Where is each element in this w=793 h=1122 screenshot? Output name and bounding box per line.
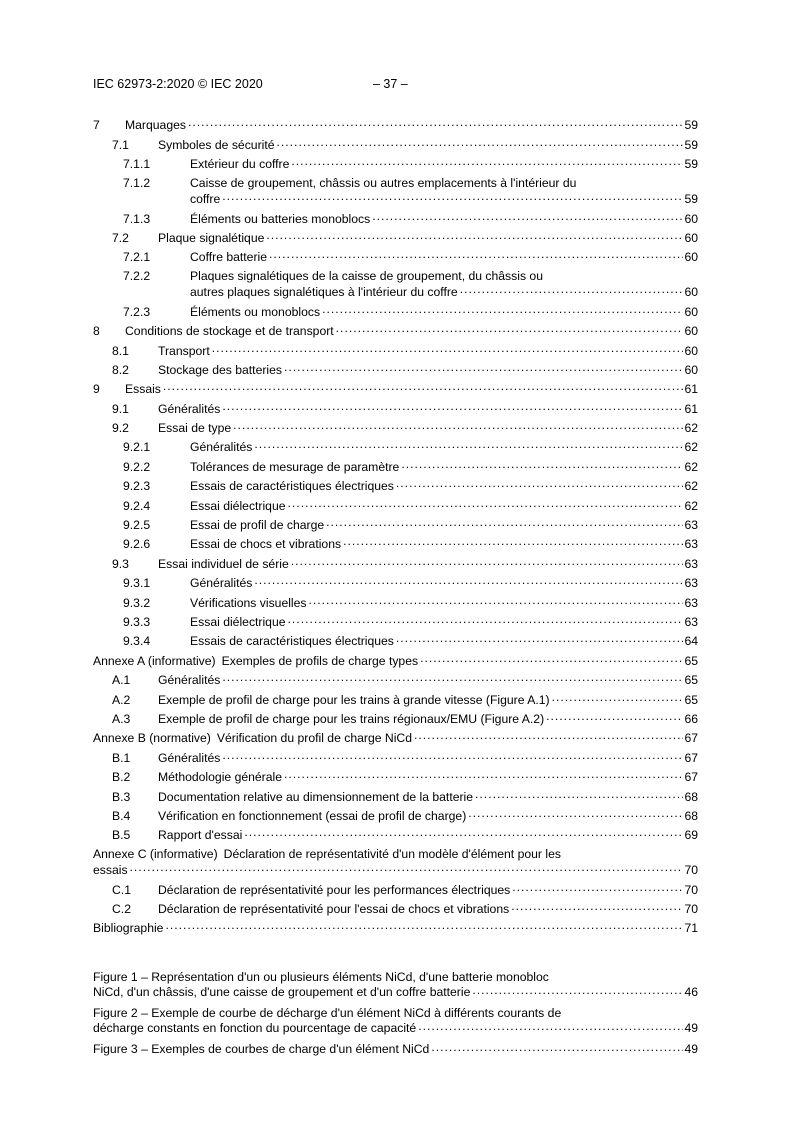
toc-entry-title: Rapport d'essai — [158, 828, 243, 843]
toc-entry-number: 7.1.2 — [123, 176, 151, 191]
figure-title: Figure 3 – Exemples de courbes de charge d'un élément NiCd — [93, 1042, 430, 1056]
toc-entry-title: Généralités — [190, 440, 253, 455]
toc-entry-number: B.3 — [112, 789, 131, 804]
toc-entry-page: 65 — [684, 673, 698, 688]
toc-entry[interactable] — [93, 842, 698, 877]
dot-leader — [396, 479, 684, 490]
toc-entry-page: 70 — [684, 902, 698, 917]
toc-entry-number: B.4 — [112, 808, 131, 823]
toc-entry-page: 71 — [684, 921, 698, 936]
toc-entry-title: Éléments ou batteries monoblocs — [190, 211, 371, 226]
toc-entry-number: B.5 — [112, 828, 131, 843]
toc-entry-title: Vérification en fonctionnement (essai de profil de charge) — [158, 808, 467, 823]
toc-entry-title: Essai individuel de série — [158, 556, 289, 571]
toc-entry-page: 67 — [684, 770, 698, 785]
toc-entry-title: Déclaration de représentativité d'un modèle d'élément pour les — [223, 847, 561, 862]
toc-entry-title: Essai de chocs et vibrations — [190, 537, 342, 552]
toc-entry-page: 67 — [684, 750, 698, 765]
toc-entry-number: 7.2.2 — [123, 269, 151, 284]
toc-entry-title: Extérieur du coffre — [190, 157, 290, 172]
dot-leader — [284, 363, 683, 374]
toc-entry-number: 7.2.1 — [123, 250, 151, 265]
toc-entry-page: 59 — [684, 157, 698, 172]
toc-entry-title: Essai diélectrique — [190, 614, 286, 629]
toc-entry[interactable] — [93, 629, 698, 648]
toc-entry-page: 63 — [684, 537, 698, 552]
toc-entry-title: Essai diélectrique — [190, 498, 286, 513]
toc-entry[interactable] — [93, 299, 698, 318]
figure-page: 46 — [684, 985, 698, 999]
toc-entry-title: Documentation relative au dimensionnement de la batterie — [158, 789, 474, 804]
toc-entry-title: Essais de caractéristiques électriques — [190, 479, 394, 494]
toc-entry-number: 7.2 — [112, 230, 129, 245]
toc-entry-page: 60 — [684, 343, 698, 358]
toc-entry-number: 9.2.2 — [123, 459, 151, 474]
toc-entry-number: 7.1.3 — [123, 211, 151, 226]
dot-leader — [254, 440, 683, 451]
toc-entry[interactable] — [93, 416, 698, 435]
toc-entry[interactable] — [93, 687, 698, 706]
dot-leader — [472, 986, 683, 997]
table-of-contents — [93, 113, 698, 935]
toc-entry[interactable] — [93, 804, 698, 823]
toc-entry-number: 9.2.6 — [123, 537, 151, 552]
figure-title: Figure 1 – Représentation d'un ou plusieurs éléments NiCd, d'une batterie monobloc — [93, 970, 549, 984]
toc-entry[interactable] — [93, 206, 698, 225]
toc-entry-number: C.2 — [112, 902, 131, 917]
toc-entry-number: 9 — [93, 382, 100, 397]
toc-entry[interactable] — [93, 610, 698, 629]
toc-entry-page: 60 — [684, 211, 698, 226]
toc-entry-page: 67 — [684, 731, 698, 746]
toc-entry-number: 9.1 — [112, 401, 129, 416]
dot-leader — [284, 770, 683, 781]
dot-leader — [552, 693, 684, 704]
toc-entry-title: autres plaques signalétiques à l'intérieur du coffre — [190, 285, 458, 300]
toc-entry-title: Exemple de profil de charge pour les trains à grande vitesse (Figure A.1) — [158, 692, 550, 707]
toc-entry-page: 61 — [684, 401, 698, 416]
toc-entry-number: 7 — [93, 118, 100, 133]
toc-entry-title: Symboles de sécurité — [158, 137, 275, 152]
toc-entry-page: 63 — [684, 614, 698, 629]
dot-leader — [163, 382, 684, 393]
dot-leader — [233, 421, 683, 432]
toc-entry[interactable] — [93, 877, 698, 896]
toc-entry-number: 9.2.4 — [123, 498, 151, 513]
dot-leader — [414, 731, 683, 742]
toc-entry-page: 59 — [684, 192, 698, 207]
figure-entry[interactable] — [93, 1006, 698, 1036]
toc-entry-title: Généralités — [158, 401, 221, 416]
toc-entry-number: A.1 — [112, 673, 131, 688]
dot-leader — [512, 883, 683, 894]
standard-id: IEC 62973-2:2020 © IEC 2020 — [93, 77, 263, 91]
toc-entry-page: 65 — [684, 653, 698, 668]
toc-entry[interactable] — [93, 152, 698, 171]
toc-entry-title: Essais de caractéristiques électriques — [190, 634, 394, 649]
dot-leader — [343, 537, 683, 548]
toc-entry[interactable] — [93, 226, 698, 245]
dot-leader — [309, 596, 684, 607]
toc-entry-page: 59 — [684, 118, 698, 133]
toc-entry-page: 65 — [684, 692, 698, 707]
dot-leader — [372, 212, 683, 223]
toc-entry-number: 9.3.3 — [123, 614, 151, 629]
dot-leader — [511, 902, 683, 913]
toc-entry[interactable] — [93, 171, 698, 206]
toc-entry-title: Méthodologie générale — [158, 770, 282, 785]
toc-entry-title: Vérification du profil de charge NiCd — [216, 731, 412, 746]
toc-entry-page: 60 — [684, 324, 698, 339]
dot-leader — [288, 615, 684, 626]
toc-entry-number: A.3 — [112, 711, 131, 726]
toc-entry[interactable] — [93, 435, 698, 454]
toc-entry-title: Essai de type — [158, 421, 232, 436]
figure-title: NiCd, d'un châssis, d'une caisse de groupement et d'un coffre batterie — [93, 985, 471, 999]
toc-entry-number: 9.3.2 — [123, 595, 151, 610]
toc-entry[interactable] — [93, 590, 698, 609]
dot-leader — [475, 790, 683, 801]
dot-leader — [431, 1043, 683, 1054]
dot-leader — [418, 1022, 683, 1033]
toc-entry-page: 60 — [684, 304, 698, 319]
toc-entry-title: Transport — [158, 343, 210, 358]
dot-leader — [188, 118, 683, 129]
toc-entry-title: Tolérances de mesurage de paramètre — [190, 459, 400, 474]
toc-entry[interactable] — [93, 745, 698, 764]
toc-entry-title: Stockage des batteries — [158, 362, 282, 377]
toc-entry-title: Généralités — [190, 576, 253, 591]
figure-title: Figure 2 – Exemple de courbe de décharge d'un élément NiCd à différents courants de — [93, 1006, 562, 1020]
toc-entry-title: Conditions de stockage et de transport — [125, 324, 334, 339]
dot-leader — [336, 324, 684, 335]
toc-entry-number: A.2 — [112, 692, 131, 707]
dot-leader — [396, 634, 684, 645]
toc-entry-number: 9.2.1 — [123, 440, 151, 455]
dot-leader — [291, 557, 684, 568]
dot-leader — [130, 863, 684, 874]
toc-entry[interactable] — [93, 338, 698, 357]
dot-leader — [254, 576, 683, 587]
toc-entry-title: Exemples de profils de charge types — [221, 653, 419, 668]
dot-leader — [546, 712, 683, 723]
toc-entry[interactable] — [93, 784, 698, 803]
dot-leader — [322, 305, 683, 316]
dot-leader — [212, 344, 684, 355]
dot-leader — [244, 828, 683, 839]
toc-entry-number: 9.3.1 — [123, 576, 151, 591]
dot-leader — [401, 460, 683, 471]
toc-entry-page: 62 — [684, 440, 698, 455]
dot-leader — [222, 192, 683, 203]
dot-leader — [468, 809, 683, 820]
list-of-figures — [93, 970, 698, 1063]
toc-entry-title: Vérifications visuelles — [190, 595, 307, 610]
toc-entry-number: 9.2 — [112, 421, 129, 436]
toc-entry-number: 8 — [93, 324, 100, 339]
toc-entry-number: C.1 — [112, 882, 131, 897]
toc-entry-page: 62 — [684, 421, 698, 436]
toc-entry-page: 70 — [684, 882, 698, 897]
toc-entry[interactable] — [93, 377, 698, 396]
dot-leader — [222, 751, 683, 762]
toc-entry-title: coffre — [190, 192, 221, 207]
toc-entry-page: 68 — [684, 789, 698, 804]
toc-entry-page: 60 — [684, 285, 698, 300]
toc-entry-page: 62 — [684, 498, 698, 513]
dot-leader — [269, 250, 683, 261]
toc-entry-number: 8.2 — [112, 362, 129, 377]
figure-title: décharge constants en fonction du pourcentage de capacité — [93, 1021, 417, 1035]
toc-entry-number: 8.1 — [112, 343, 129, 358]
toc-entry-title: Éléments ou monoblocs — [190, 304, 321, 319]
toc-entry-number: Annexe B (normative) — [93, 731, 211, 746]
toc-entry-page: 60 — [684, 362, 698, 377]
toc-entry-number: 9.2.3 — [123, 479, 151, 494]
toc-entry-title: Plaques signalétiques de la caisse de groupement, du châssis ou — [190, 269, 543, 284]
toc-entry-number: 7.1.1 — [123, 157, 151, 172]
toc-entry-page: 63 — [684, 518, 698, 533]
toc-entry-title: Caisse de groupement, châssis ou autres emplacements à l'intérieur du — [190, 176, 577, 191]
toc-entry[interactable] — [93, 474, 698, 493]
toc-entry-number: B.2 — [112, 770, 131, 785]
toc-entry[interactable] — [93, 648, 698, 667]
toc-entry[interactable] — [93, 319, 698, 338]
toc-entry-page: 66 — [684, 711, 698, 726]
toc-entry[interactable] — [93, 264, 698, 299]
toc-entry-title: essais — [93, 863, 128, 878]
toc-entry-title: Généralités — [158, 673, 221, 688]
toc-entry-page: 60 — [684, 230, 698, 245]
figure-entry[interactable] — [93, 970, 698, 1000]
toc-entry[interactable] — [93, 823, 698, 842]
toc-entry-page: 70 — [684, 863, 698, 878]
toc-entry-page: 61 — [684, 382, 698, 397]
toc-entry-page: 60 — [684, 250, 698, 265]
toc-entry-number: 7.1 — [112, 137, 129, 152]
dot-leader — [326, 518, 683, 529]
toc-entry-number: 9.2.5 — [123, 518, 151, 533]
toc-entry-title: Marquages — [125, 118, 186, 133]
toc-entry[interactable] — [93, 707, 698, 726]
toc-entry-page: 63 — [684, 595, 698, 610]
toc-entry-page: 59 — [684, 137, 698, 152]
toc-entry[interactable] — [93, 726, 698, 745]
toc-entry[interactable] — [93, 493, 698, 512]
toc-entry-page: 62 — [684, 479, 698, 494]
toc-entry[interactable] — [93, 668, 698, 687]
toc-entry[interactable] — [93, 897, 698, 916]
toc-entry-title: Exemple de profil de charge pour les trains régionaux/EMU (Figure A.2) — [158, 711, 545, 726]
toc-entry[interactable] — [93, 396, 698, 415]
toc-entry[interactable] — [93, 358, 698, 377]
toc-entry-page: 69 — [684, 828, 698, 843]
toc-entry-title: Déclaration de représentativité pour les performances électriques — [158, 882, 511, 897]
toc-entry[interactable] — [93, 551, 698, 570]
toc-entry-page: 64 — [684, 634, 698, 649]
figure-page: 49 — [684, 1042, 698, 1056]
dot-leader — [277, 138, 684, 149]
toc-entry-number: 9.3.4 — [123, 634, 151, 649]
dot-leader — [420, 654, 683, 665]
toc-entry-number: Annexe C (informative) — [93, 847, 218, 862]
toc-entry-number: B.1 — [112, 750, 131, 765]
toc-entry[interactable] — [93, 571, 698, 590]
page-number: – 37 – — [373, 77, 408, 91]
figure-page: 49 — [684, 1021, 698, 1035]
dot-leader — [222, 402, 683, 413]
dot-leader — [460, 285, 684, 296]
toc-entry[interactable] — [93, 916, 698, 935]
toc-entry-title: Essai de profil de charge — [190, 518, 325, 533]
dot-leader — [165, 921, 683, 932]
toc-entry-number: Annexe A (informative) — [93, 653, 216, 668]
page-header — [93, 77, 408, 91]
dot-leader — [266, 231, 683, 242]
toc-entry[interactable] — [93, 513, 698, 532]
toc-entry[interactable] — [93, 132, 698, 151]
toc-entry-page: 62 — [684, 459, 698, 474]
dot-leader — [222, 673, 683, 684]
toc-entry-title: Généralités — [158, 750, 221, 765]
toc-entry[interactable] — [93, 532, 698, 551]
toc-entry[interactable] — [93, 765, 698, 784]
dot-leader — [291, 157, 683, 168]
dot-leader — [288, 499, 684, 510]
toc-entry-title: Plaque signalétique — [158, 230, 265, 245]
toc-entry-title: Déclaration de représentativité pour l'essai de chocs et vibrations — [158, 902, 510, 917]
toc-entry-page: 68 — [684, 808, 698, 823]
toc-entry[interactable] — [93, 245, 698, 264]
toc-entry[interactable] — [93, 113, 698, 132]
toc-entry-title: Coffre batterie — [190, 250, 268, 265]
toc-entry-title: Bibliographie — [93, 921, 164, 936]
toc-entry-number: 7.2.3 — [123, 304, 151, 319]
toc-entry-title: Essais — [125, 382, 161, 397]
toc-entry-number: 9.3 — [112, 556, 129, 571]
toc-entry-page: 63 — [684, 576, 698, 591]
toc-entry-page: 63 — [684, 556, 698, 571]
figure-entry[interactable] — [93, 1042, 698, 1057]
toc-entry[interactable] — [93, 454, 698, 473]
